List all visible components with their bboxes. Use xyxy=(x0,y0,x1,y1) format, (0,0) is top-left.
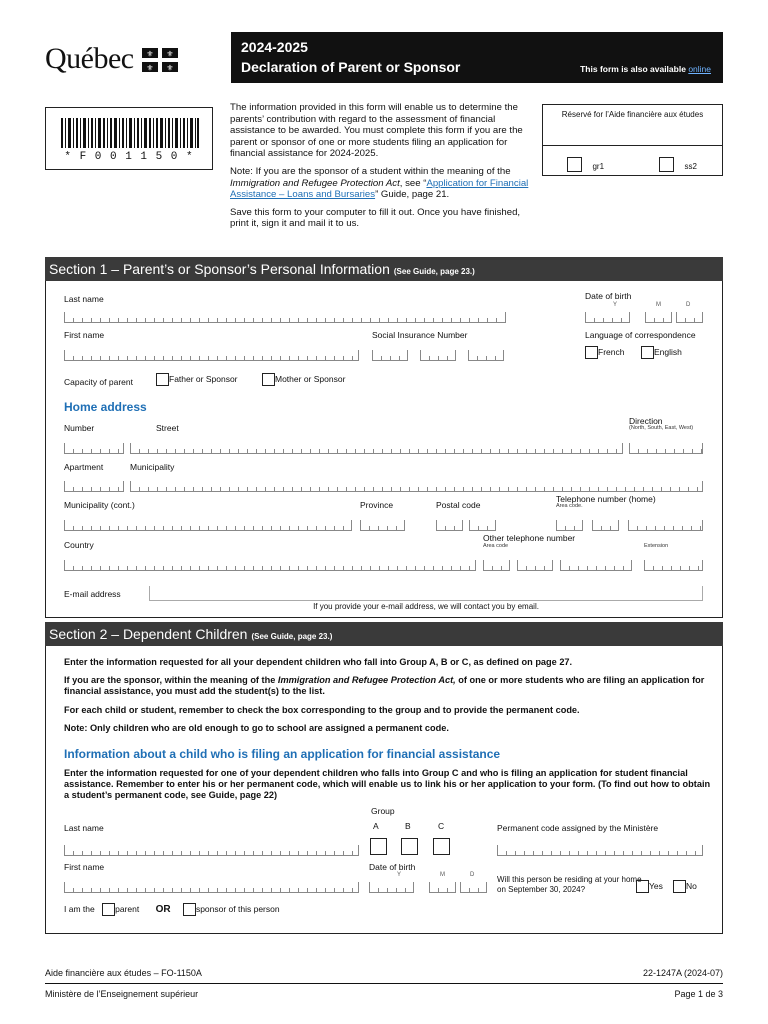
first-name-input[interactable] xyxy=(64,350,359,361)
mother-option xyxy=(262,373,345,386)
note-act: Immigration and Refugee Protection Act xyxy=(230,177,400,189)
dob-label: Date of birth xyxy=(585,291,632,301)
ss2-field xyxy=(659,156,697,174)
group-b-label: B xyxy=(405,821,411,831)
intro-paragraph: The information provided in this form will enable us to determine the parents’ contribution with regard to the assessment of financial assistance to be awarded. You must complete this form if you are the parent or sponsor of one or more students filing an application for financial assistance for 2024-2025. xyxy=(230,102,523,160)
language-label: Language of correspondence xyxy=(585,330,696,340)
also-available xyxy=(580,64,711,74)
intro-note xyxy=(230,166,530,201)
gr1-checkbox[interactable] xyxy=(567,157,582,172)
tel-home-part1-input[interactable] xyxy=(592,520,619,531)
other-tel-label: Other telephone number xyxy=(483,533,576,543)
area-code-label-1: Area code. xyxy=(556,503,583,509)
dob-year-input[interactable] xyxy=(585,312,630,323)
fleur-de-lys-flag-icon xyxy=(142,48,178,72)
father-checkbox[interactable] xyxy=(156,373,169,386)
section1-title: Section 1 – Parent’s or Sponsor’s Personal Information xyxy=(49,261,390,277)
child-info-instructions: Enter the information requested for one of your dependent children who falls into Group C and who is filing an application for student financial assistance. Remember to enter his or her permanent code, which will enable us to link his or her application to your form. (To find out how to obtain a student’s permanent code, see Guide, page 22) xyxy=(64,768,711,801)
direction-label: Direction xyxy=(629,416,663,426)
child-dob-d: D xyxy=(470,872,475,878)
sponsor-checkbox[interactable] xyxy=(183,903,196,916)
child-last-name-label: Last name xyxy=(64,823,104,833)
instr-3: For each child or student, remember to check the box corresponding to the group and to provide the permanent code. xyxy=(64,704,580,715)
residing-yes xyxy=(636,880,663,893)
form-title: Declaration of Parent or Sponsor xyxy=(241,59,461,75)
direction-hint: (North, South, East, West) xyxy=(629,425,694,431)
dob-d: D xyxy=(686,302,691,308)
area-code-label-2: Area code xyxy=(483,543,509,549)
footer-form-id: Aide financière aux études – FO-1150A xyxy=(45,968,202,978)
gr1-label: gr1 xyxy=(592,162,605,171)
barcode-box xyxy=(45,107,213,170)
svg-text:⚜: ⚜ xyxy=(166,63,174,72)
group-c-label: C xyxy=(438,821,445,831)
intro-save: Save this form to your computer to fill it out. Once you have finished, print it, sign it and mail it to us. xyxy=(230,206,521,230)
first-name-label: First name xyxy=(64,330,105,340)
language-french xyxy=(585,346,624,359)
logo-wordmark: Québec xyxy=(45,42,134,75)
instr-2-prefix: If you are the sponsor, within the meaning of the xyxy=(64,675,276,686)
extension-label: Extension xyxy=(644,543,669,549)
instr-4: Note: Only children who are old enough to go to school are assigned a permanent code. xyxy=(64,722,449,733)
mother-label: Mother or Sponsor xyxy=(275,373,346,384)
residing-yes-label: Yes xyxy=(649,880,663,891)
home-address-heading: Home address xyxy=(64,400,147,414)
dob-month-input[interactable] xyxy=(645,312,672,323)
child-dob-label: Date of birth xyxy=(369,862,416,872)
language-english xyxy=(641,346,682,359)
mother-checkbox[interactable] xyxy=(262,373,275,386)
country-input[interactable] xyxy=(64,560,476,571)
ss2-checkbox[interactable] xyxy=(659,157,674,172)
child-dob-m: M xyxy=(440,872,445,878)
tel-home-part2-input[interactable] xyxy=(628,520,703,531)
last-name-input[interactable] xyxy=(64,312,506,323)
section2-header xyxy=(45,622,723,646)
reserved-title: Réservé for l’Aide financière aux études xyxy=(561,110,704,119)
group-a-checkbox[interactable] xyxy=(370,838,387,855)
other-tel-part2-input[interactable] xyxy=(560,560,632,571)
instr-2-act: Immigration and Refugee Protection Act, xyxy=(277,675,456,686)
english-label: English xyxy=(654,346,682,357)
section2-title: Section 2 – Dependent Children xyxy=(49,626,248,642)
municipality-input[interactable] xyxy=(130,481,703,492)
municipality-cont-label: Municipality (cont.) xyxy=(64,500,135,510)
dob-m: M xyxy=(656,302,661,308)
last-name-label: Last name xyxy=(64,294,104,304)
residing-no xyxy=(673,880,697,893)
sin-part1-input[interactable] xyxy=(372,350,408,361)
perm-code-input[interactable] xyxy=(497,845,703,856)
province-input[interactable] xyxy=(360,520,405,531)
or-label: OR xyxy=(155,903,171,915)
sin-part3-input[interactable] xyxy=(468,350,504,361)
note-see: , see “ xyxy=(399,177,427,189)
svg-text:⚜: ⚜ xyxy=(146,49,154,59)
gr1-field xyxy=(567,156,604,174)
online-link[interactable]: online xyxy=(688,64,711,74)
instr-1: Enter the information requested for all your dependent children who fall into Group A, B or C, as defined on page 27. xyxy=(64,657,573,667)
group-a-label: A xyxy=(373,821,379,831)
parent-checkbox[interactable] xyxy=(102,903,115,916)
residing-label: Will this person be residing at your home on September 30, 2024? xyxy=(497,875,642,894)
tel-home-label: Telephone number (home) xyxy=(556,494,656,504)
country-label: Country xyxy=(64,540,94,550)
perm-code-label: Permanent code assigned by the Ministère xyxy=(497,823,659,833)
sin-part2-input[interactable] xyxy=(420,350,456,361)
sin-label: Social Insurance Number xyxy=(372,330,468,340)
child-dob-day-input[interactable] xyxy=(460,882,487,893)
english-checkbox[interactable] xyxy=(641,346,654,359)
residing-no-label: No xyxy=(686,880,697,891)
number-label: Number xyxy=(64,423,95,433)
title-banner xyxy=(231,32,723,83)
instr-2-suffix: of one or more students who are filing an application for financial assistance, you must add the student(s) to the list. xyxy=(64,675,705,697)
child-dob-y: Y xyxy=(397,872,402,878)
extension-input[interactable] xyxy=(644,560,703,571)
other-tel-area-input[interactable] xyxy=(483,560,510,571)
ss2-label: ss2 xyxy=(684,162,697,171)
municipality-label: Municipality xyxy=(130,462,175,472)
residing-no-checkbox[interactable] xyxy=(673,880,686,893)
also-available-text: This form is also available xyxy=(580,64,686,74)
intro-text xyxy=(230,102,530,230)
father-label: Father or Sponsor xyxy=(169,373,238,384)
capacity-label: Capacity of parent xyxy=(64,377,133,387)
reserved-box xyxy=(542,104,723,176)
number-input[interactable] xyxy=(64,443,124,454)
parent-label: parent xyxy=(115,903,140,914)
street-input[interactable] xyxy=(130,443,623,454)
email-note: If you provide your e-mail address, we will contact you by email. xyxy=(313,602,539,611)
child-first-name-input[interactable] xyxy=(64,882,359,893)
section2-instructions xyxy=(64,657,709,734)
tel-home-area-input[interactable] xyxy=(556,520,583,531)
province-label: Province xyxy=(360,500,394,510)
section2-guide: (See Guide, page 23.) xyxy=(251,632,333,641)
residing-yes-checkbox[interactable] xyxy=(636,880,649,893)
child-info-heading: Information about a child who is filing an application for financial assistance xyxy=(64,747,501,761)
group-b-checkbox[interactable] xyxy=(401,838,418,855)
father-option xyxy=(156,373,238,386)
svg-text:⚜: ⚜ xyxy=(146,63,154,72)
barcode-text: * F 0 0 1 1 5 0 * xyxy=(64,151,194,163)
instr-2 xyxy=(64,675,709,697)
group-label: Group xyxy=(371,806,395,816)
footer-rule xyxy=(45,983,723,984)
apartment-label: Apartment xyxy=(64,462,104,472)
dob-y: Y xyxy=(613,302,618,308)
section1-header xyxy=(45,257,723,281)
child-last-name-input[interactable] xyxy=(64,845,359,856)
quebec-logo xyxy=(45,42,178,82)
postal-code-part1-input[interactable] xyxy=(436,520,463,531)
postal-code-label: Postal code xyxy=(436,500,481,510)
municipality-cont-input[interactable] xyxy=(64,520,352,531)
form-year: 2024-2025 xyxy=(241,39,308,55)
sponsor-label: sponsor of this person xyxy=(195,903,280,914)
email-input[interactable] xyxy=(149,586,703,601)
note-prefix: Note: If you are the sponsor of a student within the meaning of the xyxy=(230,165,511,177)
i-am-the-label: I am the xyxy=(64,903,95,914)
group-c-checkbox[interactable] xyxy=(433,838,450,855)
child-dob-month-input[interactable] xyxy=(429,882,456,893)
postal-code-part2-input[interactable] xyxy=(469,520,496,531)
reserved-divider xyxy=(543,145,722,146)
child-dob-year-input[interactable] xyxy=(369,882,414,893)
guide-link[interactable]: Application for Financial Assistance – Loans and Bursaries xyxy=(230,177,529,201)
child-first-name-label: First name xyxy=(64,862,105,872)
footer-page: Page 1 de 3 xyxy=(674,989,723,999)
dob-day-input[interactable] xyxy=(676,312,703,323)
apartment-input[interactable] xyxy=(64,481,124,492)
direction-input[interactable] xyxy=(629,443,703,454)
french-label: French xyxy=(598,346,625,357)
relationship-row xyxy=(64,903,280,916)
section1-guide: (See Guide, page 23.) xyxy=(393,267,475,276)
svg-text:⚜: ⚜ xyxy=(166,49,174,59)
footer-ministry: Ministère de l’Enseignement supérieur xyxy=(45,989,199,999)
french-checkbox[interactable] xyxy=(585,346,598,359)
barcode-icon xyxy=(61,118,199,148)
footer-version: 22-1247A (2024-07) xyxy=(642,968,723,978)
other-tel-part1-input[interactable] xyxy=(517,560,553,571)
email-label: E-mail address xyxy=(64,589,121,599)
street-label: Street xyxy=(156,423,179,433)
note-suffix: ” Guide, page 21. xyxy=(375,189,450,201)
